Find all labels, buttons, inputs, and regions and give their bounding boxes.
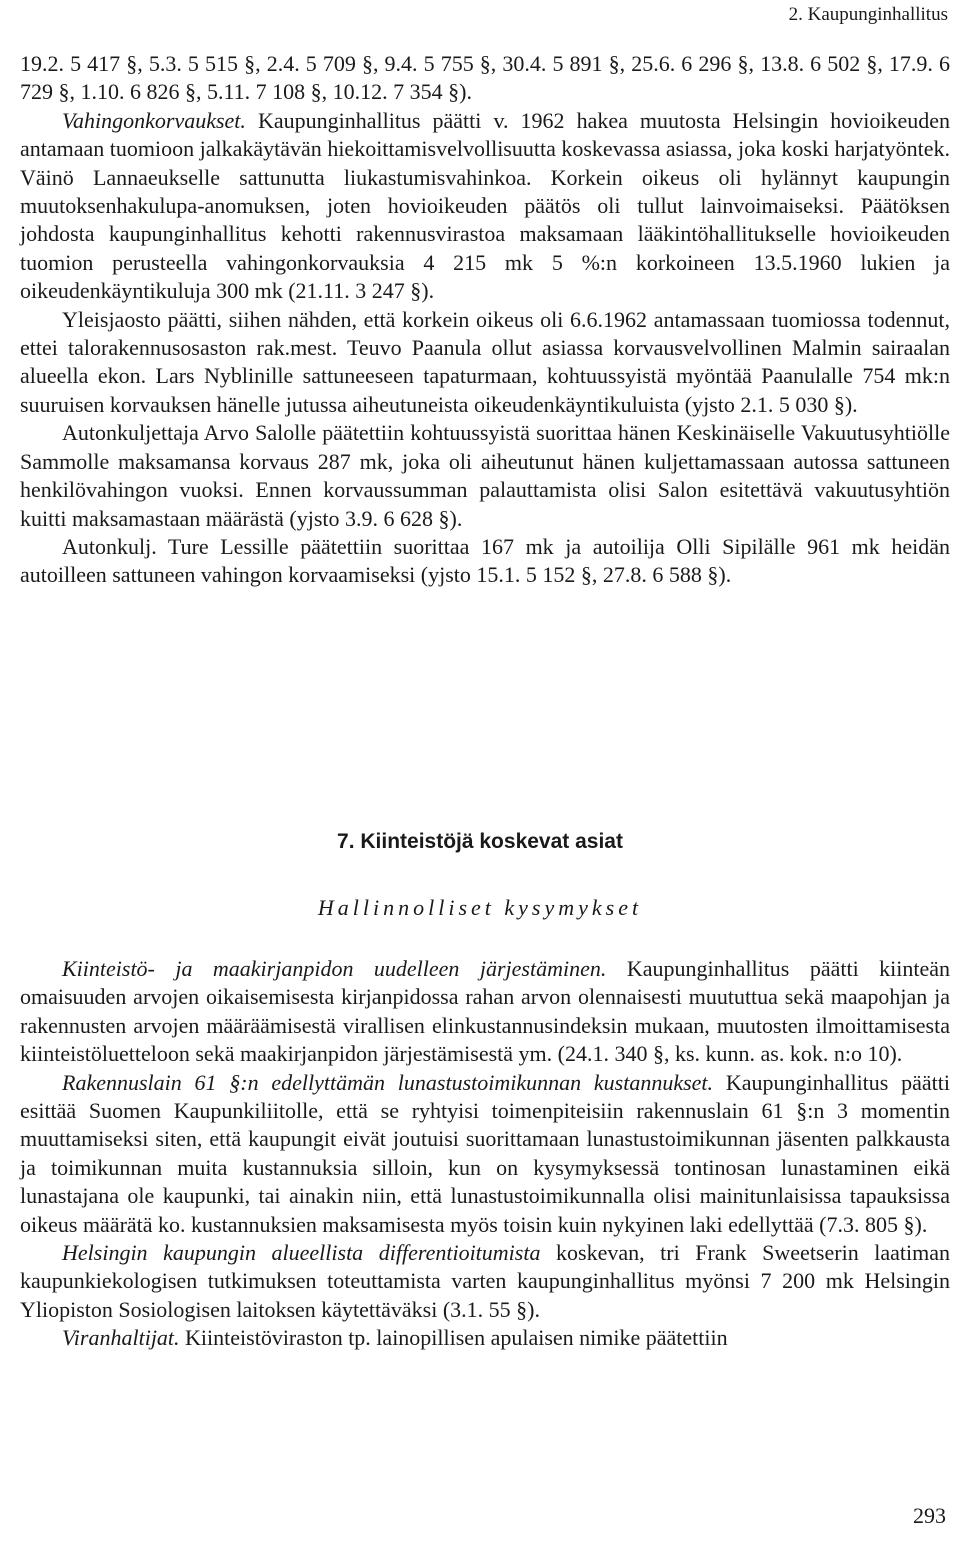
page-number: 293 bbox=[913, 1503, 946, 1528]
paragraph-body: Kaupunginhallitus päätti esittää Suomen Kaupunkiliitolle, että se ryhtyisi toimenpiteisiin rakennuslain 61 §:n 3 momentin muuttamiseksi siten, että kaupungit eivät joutuisi suorittamaan lunastustoimikunnan jäsenten palkkausta ja toimikunnan muita kustannuksia silloin, kun on kysymyksessä tontinosan lunastaminen eikä lunastajana ole kaupunki, tai ainakin niin, että lunastustoimikunnalla olisi mainitunlaisissa tapauksissa oikeus määrätä ko. kustannuksien maksamisesta myös toisin kuin nykyinen laki edellyttää (7.3. 805 §). bbox=[20, 1069, 950, 1237]
paragraph bbox=[20, 955, 950, 1069]
section-title: 7. Kiinteistöjä koskevat asiat bbox=[337, 830, 623, 853]
paragraph-body: Kaupunginhallitus päätti v. 1962 hakea muutosta Helsingin hovioikeuden antamaan tuomioon jalkakäytävän hiekoittamisvelvollisuutta koskevassa asiassa, joka koski harjatyöntek. Väinö Lannaeukselle sattunutta liukastumisvahinkoa. Korkein oikeus oli hylännyt kaupungin muutoksenhakulupa-anomuksen, joten hovioikeuden päätös oli tullut lainvoimaiseksi. Päätöksen johdosta kaupunginhallitus kehotti rakennusvirastoa maksamaan lääkintöhallitukselle hovioikeuden tuomion perusteella vahingonkorvauksia 4 215 mk 5 %:n korkoineen 13.5.1960 lukien ja oikeudenkäyntikuluja 300 mk (21.11. 3 247 §). bbox=[20, 107, 950, 304]
paragraph bbox=[20, 1239, 950, 1324]
subsection-title: Hallinnolliset kysymykset bbox=[317, 895, 643, 920]
paragraph-lead: Rakennuslain 61 §:n edellyttämän lunastustoimikunnan kustannukset. bbox=[62, 1069, 714, 1095]
paragraph: Autonkulj. Ture Lessille päätettiin suorittaa 167 mk ja autoilija Olli Sipilälle 961 mk heidän autoilleen sattuneen vahingon korvaamiseksi (yjsto 15.1. 5 152 §, 27.8. 6 588 §). bbox=[20, 533, 950, 588]
paragraph: Autonkuljettaja Arvo Salolle päätettiin kohtuussyistä suorittaa hänen Keskinäiselle Vakuutusyhtiölle Sammolle maksamansa korvaus 287 mk, joka oli aiheutunut hänen kuljettamassaan autossa sattuneen henkilövahingon vuoksi. Ennen korvaussumman palauttamista olisi Salon esitettävä vakuutusyhtiön kuitti maksamastaan määrästä (yjsto 3.9. 6 628 §). bbox=[20, 420, 950, 531]
paragraph: 19.2. 5 417 §, 5.3. 5 515 §, 2.4. 5 709 §, 9.4. 5 755 §, 30.4. 5 891 §, 25.6. 6 296 §, 13.8. 6 502 §, 17.9. 6 729 §, 1.10. 6 826 §, 5.11. 7 108 §, 10.12. 7 354 §). bbox=[20, 51, 950, 105]
paragraph-lead: Helsingin kaupungin alueellista differentioitumista bbox=[62, 1240, 541, 1266]
paragraph-lead: Viranhaltijat. bbox=[62, 1325, 180, 1351]
paragraph bbox=[20, 107, 950, 306]
paragraph bbox=[20, 1069, 950, 1239]
text-block-real-estate bbox=[20, 955, 950, 1353]
paragraph: Yleisjaosto päätti, siihen nähden, että korkein oikeus oli 6.6.1962 antamassaan tuomiossa todennut, ettei talorakennusosaston rak.mest. Teuvo Paanula ollut asiassa korvausvelvollinen Malmin sairaalan alueella ekon. Lars Nyblinille sattuneeseen tapaturmaan, kohtuussyistä myöntää Paanulalle 754 mk:n suuruisen korvauksen hänelle jutussa aiheutuneista oikeudenkäyntikuluista (yjsto 2.1. 5 030 §). bbox=[20, 306, 950, 417]
paragraph-body: Kiinteistöviraston tp. lainopillisen apulaisen nimike päätettiin bbox=[179, 1325, 728, 1351]
paragraph-body: koskevan, tri Frank Sweetserin laatiman kaupunkiekologisen tutkimuksen toteuttamista varten kaupunginhallitus myönsi 7 200 mk Helsingin Yliopiston Sosiologisen laitoksen käytettäväksi (3.1. 55 §). bbox=[20, 1240, 950, 1322]
paragraph-body: Kaupunginhallitus päätti kiinteän omaisuuden arvojen oikaisemisesta kirjanpidossa rahan arvon olennaisesti muututtua sekä maapohjan ja rakennusten arvojen määräämisestä virallisen elinkustannusindeksin mukaan, muutosten ilmoittamisesta kiinteistöluetteloon sekä maakirjanpidon järjestämisestä ym. (24.1. 340 §, ks. kunn. as. kok. n:o 10). bbox=[20, 956, 951, 1067]
paragraph bbox=[20, 1324, 950, 1352]
paragraph-lead: Kiinteistö- ja maakirjanpidon uudelleen järjestäminen. bbox=[62, 956, 607, 981]
text-block-damages bbox=[20, 50, 950, 590]
running-head: 2. Kaupunginhallitus bbox=[788, 4, 948, 25]
paragraph-lead: Vahingonkorvaukset. bbox=[62, 107, 246, 133]
